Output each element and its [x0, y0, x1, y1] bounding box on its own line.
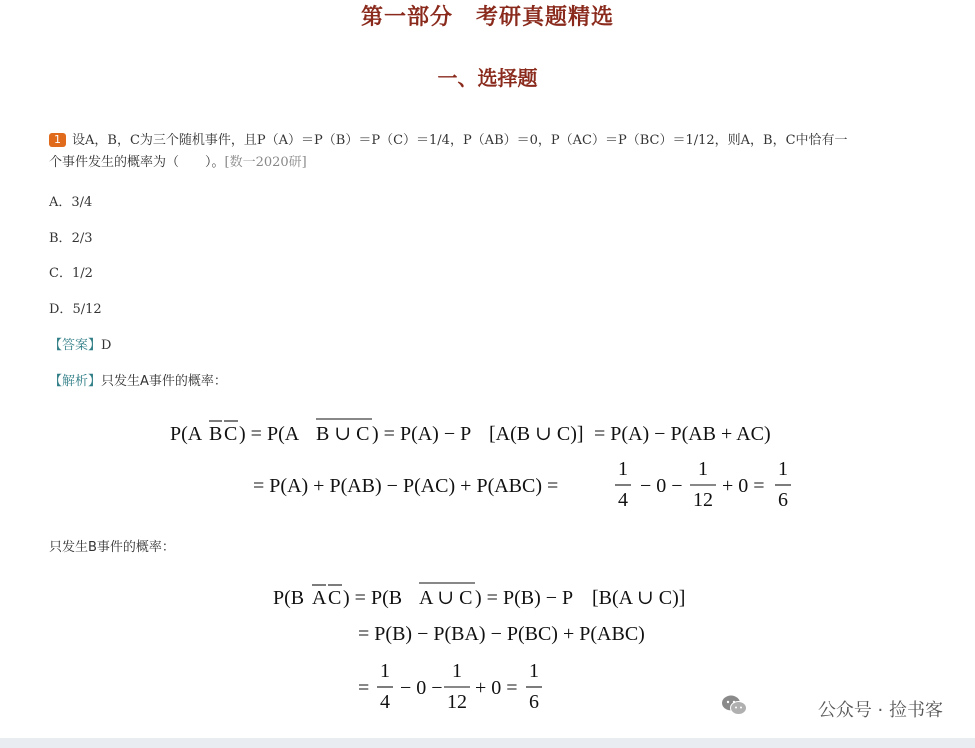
eq-a-mid2: + 0 = — [722, 475, 765, 497]
eq-a-line1-rest: ) = P(A — [239, 423, 300, 445]
eq-b-frac1-num: 1 — [380, 660, 390, 682]
eq-b-line1-c: C — [328, 587, 342, 609]
eq-b-line1-union: A ∪ C — [419, 587, 473, 609]
eq-a-line1-union: B ∪ C — [316, 423, 370, 445]
option-c: C．1/2 — [49, 266, 93, 281]
eq-a-frac1-den: 4 — [618, 489, 628, 511]
eq-a-line1-lhs-c: C — [224, 423, 238, 445]
question-stem-line1: 设A，B，C为三个随机事件，且P（A）＝P（B）＝P（C）＝1/4，P（AB）＝0，P（AC）＝P（BC）＝1/12，则A，B，C中恰有一 — [72, 133, 848, 148]
watermark-text: 公众号 · 捡书客 — [817, 700, 943, 721]
eq-a-frac1-num: 1 — [618, 458, 628, 480]
eq-a-line1-end: = P(A) − P(AB + AC) — [594, 423, 771, 445]
answer-value: D — [101, 338, 112, 353]
eq-b-frac3-num: 1 — [529, 660, 539, 682]
part-title: 第一部分 考研真题精选 — [360, 5, 614, 30]
question-source: [数一2020研] — [224, 155, 307, 170]
question-stem-line2: 个事件发生的概率为（ ）。 — [49, 155, 225, 170]
eq-b-line1-b: A — [312, 587, 327, 609]
wechat-icon — [720, 694, 748, 716]
eq-b-frac1-den: 4 — [380, 691, 390, 713]
eq-b-line2: = P(B) − P(BA) − P(BC) + P(ABC) — [358, 623, 645, 645]
eq-a-frac2-num: 1 — [698, 458, 708, 480]
eq-a-line2: = P(A) + P(AB) − P(AC) + P(ABC) = — [253, 475, 559, 497]
eq-a-frac2-den: 12 — [693, 489, 713, 511]
option-a: A．3/4 — [49, 195, 93, 210]
eq-a-frac3-num: 1 — [778, 458, 788, 480]
horizontal-scrollbar[interactable] — [0, 738, 975, 748]
eq-b-line1-rest: ) = P(B — [343, 587, 403, 609]
eq-a-frac3-den: 6 — [778, 489, 788, 511]
eq-b-mid2: + 0 = — [475, 677, 518, 699]
analysis-intro-b: 只发生B事件的概率： — [49, 540, 175, 555]
eq-b-frac3-den: 6 — [529, 691, 539, 713]
eq-a-line1-tail: ) = P(A) − P — [372, 423, 472, 445]
eq-b-line3-eq: = — [358, 677, 370, 699]
eq-b-frac2-num: 1 — [452, 660, 462, 682]
analysis-intro-a: 【解析】只发生A事件的概率： — [49, 374, 227, 389]
option-d: D．5/12 — [49, 302, 102, 317]
eq-a-mid1: − 0 − — [640, 475, 683, 497]
eq-b-frac2-den: 12 — [447, 691, 467, 713]
eq-b-line1-bracket: [B(A ∪ C)] — [592, 587, 686, 609]
eq-b-line1-a: P(B — [273, 587, 305, 609]
section-title: 一、选择题 — [437, 66, 538, 90]
answer-tag: 【答案】 — [49, 338, 102, 353]
analysis-tag: 【解析】 — [49, 374, 102, 389]
eq-a-line1-lhs: P(A — [170, 423, 203, 445]
option-b: B．2/3 — [49, 231, 93, 246]
eq-b-line1-tail: ) = P(B) − P — [475, 587, 574, 609]
eq-b-mid1: − 0 − — [400, 677, 443, 699]
eq-a-line1-lhs-b: B — [209, 423, 223, 445]
eq-a-line1-bracket: [A(B ∪ C)] — [489, 423, 584, 445]
question-number-badge: 1 — [49, 133, 66, 147]
